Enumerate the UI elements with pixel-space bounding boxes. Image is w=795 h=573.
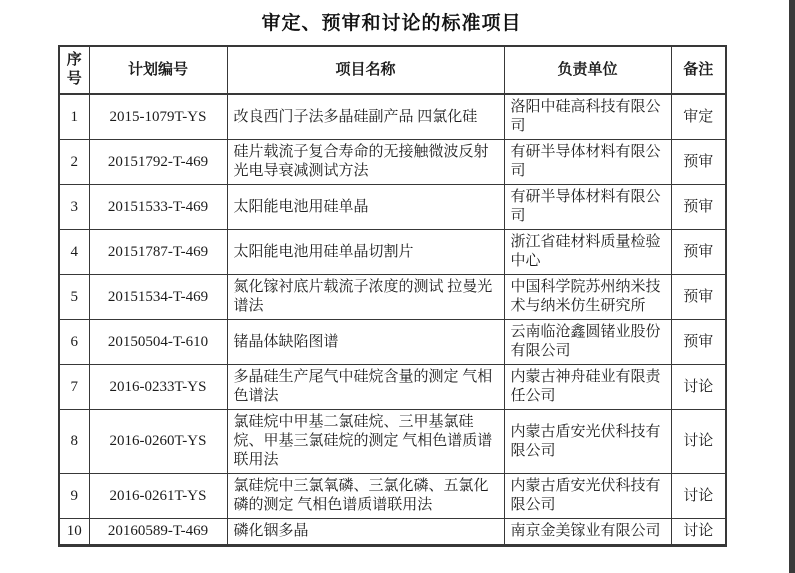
table-row [59,94,726,140]
column-header-remark: 备注 [671,46,726,94]
cell-no: 1 [59,94,89,140]
cell-project: 太阳能电池用硅单晶 [227,185,504,230]
cell-plan-no: 2016-0261T-YS [89,474,227,519]
cell-plan-no: 20151787-T-469 [89,230,227,275]
table-header-row [59,46,726,94]
cell-plan-no: 2015-1079T-YS [89,94,227,140]
cell-no: 5 [59,275,89,320]
cell-project: 多晶硅生产尾气中硅烷含量的测定 气相色谱法 [227,365,504,410]
cell-project: 硅片载流子复合寿命的无接触微波反射光电导衰减测试方法 [227,140,504,185]
cell-no: 7 [59,365,89,410]
table-row [59,185,726,230]
table-row [59,230,726,275]
standards-project-table [58,45,727,547]
cell-plan-no: 20150504-T-610 [89,320,227,365]
table-row [59,365,726,410]
cell-remark: 预审 [671,230,726,275]
cell-remark: 审定 [671,94,726,140]
cell-remark: 讨论 [671,410,726,474]
column-header-no: 序号 [59,46,89,94]
cell-plan-no: 2016-0233T-YS [89,365,227,410]
column-header-unit: 负责单位 [504,46,671,94]
cell-unit: 内蒙古盾安光伏科技有限公司 [504,410,671,474]
cell-remark: 预审 [671,185,726,230]
cell-project: 太阳能电池用硅单晶切割片 [227,230,504,275]
cell-no: 4 [59,230,89,275]
table-row [59,140,726,185]
cell-remark: 讨论 [671,474,726,519]
cell-unit: 洛阳中硅高科技有限公司 [504,94,671,140]
cell-project: 改良西门子法多晶硅副产品 四氯化硅 [227,94,504,140]
cell-remark: 讨论 [671,519,726,546]
cell-project: 磷化铟多晶 [227,519,504,546]
cell-unit: 浙江省硅材料质量检验中心 [504,230,671,275]
table-row [59,275,726,320]
cell-unit: 有研半导体材料有限公司 [504,140,671,185]
cell-project: 氯硅烷中甲基二氯硅烷、三甲基氯硅烷、甲基三氯硅烷的测定 气相色谱质谱联用法 [227,410,504,474]
cell-no: 6 [59,320,89,365]
table-row [59,410,726,474]
cell-plan-no: 20151533-T-469 [89,185,227,230]
cell-no: 10 [59,519,89,546]
cell-project: 氮化镓衬底片载流子浓度的测试 拉曼光谱法 [227,275,504,320]
cell-unit: 有研半导体材料有限公司 [504,185,671,230]
table-body [59,94,726,546]
cell-no: 8 [59,410,89,474]
cell-no: 2 [59,140,89,185]
cell-plan-no: 2016-0260T-YS [89,410,227,474]
cell-unit: 内蒙古神舟硅业有限责任公司 [504,365,671,410]
cell-project: 锗晶体缺陷图谱 [227,320,504,365]
cell-unit: 中国科学院苏州纳米技术与纳米仿生研究所 [504,275,671,320]
cell-remark: 预审 [671,140,726,185]
cell-unit: 内蒙古盾安光伏科技有限公司 [504,474,671,519]
scan-edge-band [789,0,795,573]
cell-no: 9 [59,474,89,519]
table-row [59,474,726,519]
table-row [59,519,726,546]
column-header-plan-no: 计划编号 [89,46,227,94]
document-content [58,6,725,547]
cell-unit: 南京金美镓业有限公司 [504,519,671,546]
cell-remark: 讨论 [671,365,726,410]
page-title: 审定、预审和讨论的标准项目 [261,13,522,34]
cell-plan-no: 20151792-T-469 [89,140,227,185]
cell-remark: 预审 [671,275,726,320]
cell-remark: 预审 [671,320,726,365]
cell-plan-no: 20151534-T-469 [89,275,227,320]
cell-unit: 云南临沧鑫圆锗业股份有限公司 [504,320,671,365]
cell-project: 氯硅烷中三氯氧磷、三氯化磷、五氯化磷的测定 气相色谱质谱联用法 [227,474,504,519]
cell-plan-no: 20160589-T-469 [89,519,227,546]
table-row [59,320,726,365]
column-header-project: 项目名称 [227,46,504,94]
cell-no: 3 [59,185,89,230]
